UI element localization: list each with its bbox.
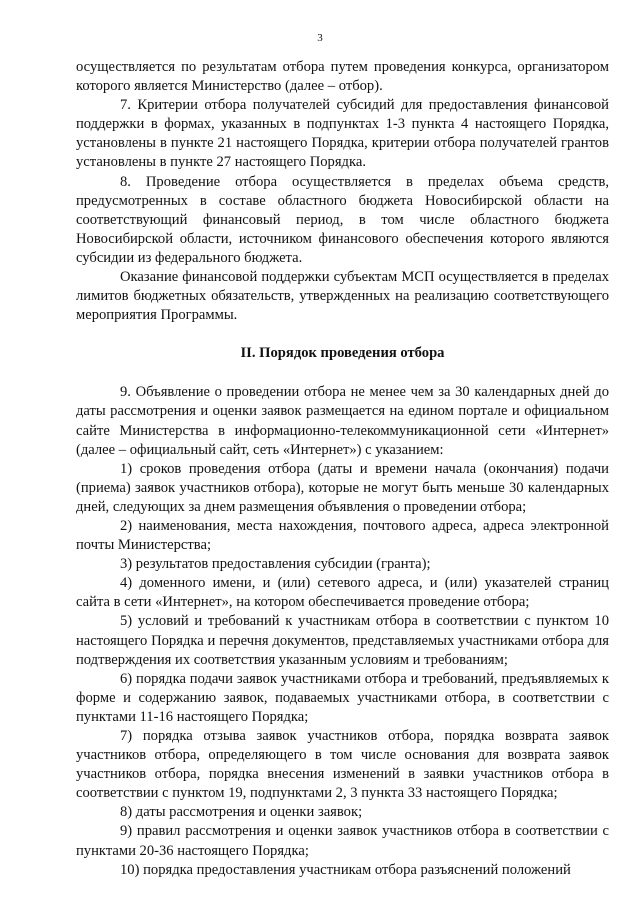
list-item-10: 10) порядка предоставления участникам отбора разъяснений положений xyxy=(120,861,571,878)
list-item-9: 9) правил рассмотрения и оценки заявок участников отбора в соответствии с пунктами 20-36 настоящего Порядка; xyxy=(76,823,609,859)
paragraph-item-9: 9. Объявление о проведении отбора не менее чем за 30 календарных дней до даты рассмотрения и оценки заявок размещается на едином портале и официальном сайте Министерства в информационно-телекоммуникационной сети «Интернет» (далее – официальный сайт, сеть «Интернет») с указанием: xyxy=(76,384,609,458)
list-item-1: 1) сроков проведения отбора (даты и времени начала (окончания) подачи (приема) заявок участников отбора), которые не могут быть меньше 30 календарных дней, следующих за днем размещения объявления о проведении отбора; xyxy=(76,460,609,515)
list-item-8: 8) даты рассмотрения и оценки заявок; xyxy=(120,804,363,821)
list-item-2: 2) наименования, места нахождения, почтового адреса, адреса электронной почты Министерства; xyxy=(76,517,609,554)
document-body xyxy=(76,58,609,880)
paragraph-item-8: 8. Проведение отбора осуществляется в пределах объема средств, предусмотренных в составе областного бюджета Новосибирской области на соответствующий финансовый период, в том числе областного бюджета Новосибирской области, источником финансового обеспечения которого являются субсидии из федерального бюджета. xyxy=(76,173,609,266)
list-item-3: 3) результатов предоставления субсидии (гранта); xyxy=(120,556,431,573)
list-item-5: 5) условий и требований к участникам отбора в соответствии с пунктом 10 настоящего Порядка и перечня документов, представляемых участниками отбора для подтверждения их соответствия указанным условиям и требованиям; xyxy=(76,613,609,668)
paragraph-item-7: 7. Критерии отбора получателей субсидий для предоставления финансовой поддержки в формах, указанных в подпунктах 1-3 пункта 4 настоящего Порядка, установлены в пункте 21 настоящего Порядка, критерии отбора получателей грантов установлены в пункте 27 настоящего Порядка. xyxy=(76,97,609,171)
paragraph-financial-support: Оказание финансовой поддержки субъектам МСП осуществляется в пределах лимитов бюджетных обязательств, утвержденных на реализацию соответствующего мероприятия Программы. xyxy=(76,269,609,324)
list-item-6: 6) порядка подачи заявок участниками отбора и требований, предъявляемых к форме и содержанию заявок, подаваемых участниками отбора, в соответствии с пунктами 11-16 настоящего Порядка; xyxy=(76,670,609,725)
list-item-4: 4) доменного имени, и (или) сетевого адреса, и (или) указателей страниц сайта в сети «Интернет», на котором обеспечивается проведение отбора; xyxy=(76,575,609,611)
page-number: 3 xyxy=(317,32,323,44)
paragraph-continuation: осуществляется по результатам отбора путем проведения конкурса, организатором которого является Министерство (далее – отбор). xyxy=(76,59,609,95)
list-item-7: 7) порядка отзыва заявок участников отбора, порядка возврата заявок участников отбора, определяющего в том числе основания для возврата заявок участников отбора, порядка внесения изменений в заявки участников отбора в соответствии с пунктом 19, подпунктами 2, 3 пункта 33 настоящего Порядка; xyxy=(76,728,609,802)
section-heading: II. Порядок проведения отбора xyxy=(240,345,445,362)
